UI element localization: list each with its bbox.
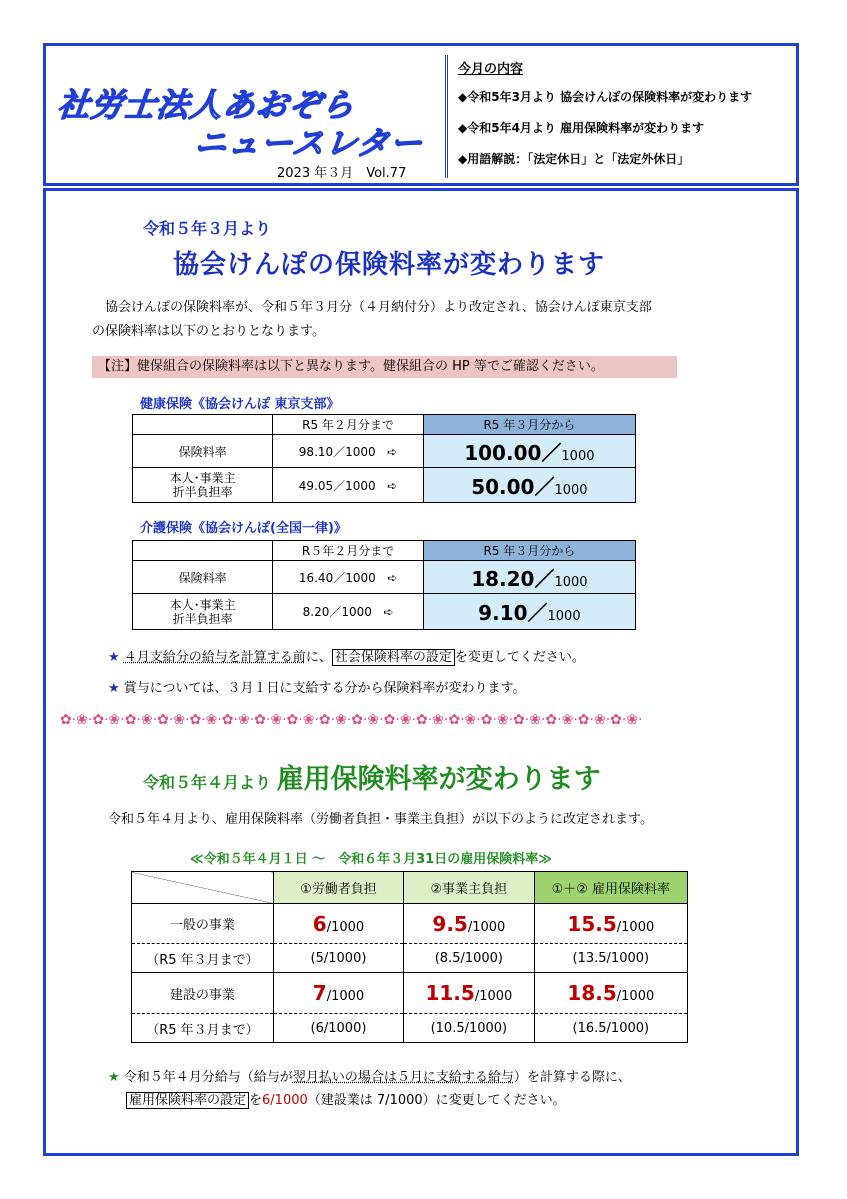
rate-cell: (13.5/1000): [534, 944, 687, 973]
before-cell: 49.05／1000 ➪: [273, 468, 423, 503]
row-label: 保険料率: [133, 435, 273, 468]
after-cell: 100.00／1000: [423, 435, 635, 468]
star-icon: ★: [108, 681, 120, 696]
table-corner: [133, 415, 273, 435]
arrow-icon: ➪: [383, 605, 394, 619]
row-label: 建設の事業: [132, 973, 274, 1014]
health-union-note: 【注】健保組合の保険料率は以下と異なります。健保組合の HP 等でご確認ください。: [92, 356, 677, 378]
after-cell: 9.10／1000: [423, 594, 635, 630]
after-cell: 18.20／1000: [423, 561, 635, 594]
toc-item: ◆用語解説：「法定休日」と「法定外休日」: [458, 152, 690, 166]
notice-star3: ★ 令和５年４月分給与（給与が翌月払いの場合は５月に支給する給与）を計算する際に、: [108, 1070, 631, 1085]
col-before: R５年２月分まで: [273, 541, 423, 561]
rate-cell: (5/1000): [273, 944, 403, 973]
col-after: R5 年３月分から: [423, 541, 635, 561]
issue-label: 2023 年３月 Vol.77: [277, 166, 407, 181]
rate-cell: (10.5/1000): [404, 1014, 535, 1043]
care-insurance-table: [132, 540, 636, 630]
row-label: （R5 年３月まで）: [132, 944, 274, 973]
newsletter-logo-line1: 社労士法人あおぞら: [55, 86, 357, 124]
rate-cell: (6/1000): [273, 1014, 403, 1043]
table-row: [133, 561, 636, 594]
employment-insurance-table: [131, 871, 688, 1043]
arrow-icon: ➪: [387, 444, 398, 459]
rate-cell: 6/1000: [273, 904, 403, 944]
section2-paragraph: 令和５年４月より、雇用保険料率（労働者負担・事業主負担）が以下のように改定されます。: [108, 812, 653, 827]
table-row: [132, 944, 688, 973]
table-row: [133, 594, 636, 630]
toc-item: ◆令和5年3月より 協会けんぽの保険料率が変わります: [458, 90, 753, 104]
table-row: [132, 973, 688, 1014]
col-total: ①＋② 雇用保険料率: [534, 872, 687, 904]
section1-paragraph-line2: の保険料率は以下のとおりとなります。: [92, 324, 325, 339]
table-row: [133, 468, 636, 503]
notice-star3-line2: 雇用保険料率の設定 を6/1000（建設業は 7/1000）に変更してください。: [126, 1089, 566, 1108]
before-cell: 8.20／1000 ➪: [273, 594, 423, 630]
toc-item: ◆令和5年4月より 雇用保険料率が変わります: [458, 121, 705, 135]
rate-cell: 9.5/1000: [404, 904, 535, 944]
arrow-icon: ➪: [387, 570, 398, 585]
section1-subtitle: 令和５年３月より: [143, 219, 272, 238]
care-table-caption: 介護保険《協会けんぽ(全国一律)》: [140, 521, 347, 536]
table-row: [132, 1014, 688, 1043]
section1-paragraph-line1: 協会けんぽの保険料率が、令和５年３月分（４月納付分）より改定され、協会けんぽ東京支部: [105, 300, 652, 315]
header-divider: [445, 55, 448, 178]
notice-star2: ★ 賞与については、３月１日に支給する分から保険料率が変わります。: [108, 681, 526, 696]
row-label: （R5 年３月まで）: [132, 1014, 274, 1043]
section1-title: 協会けんぽの保険料率が変わります: [173, 250, 606, 280]
health-table-caption: 健康保険《協会けんぽ 東京支部》: [140, 397, 340, 412]
star-icon: ★: [108, 650, 120, 665]
rate-cell: (16.5/1000): [534, 1014, 687, 1043]
rate-cell: 15.5/1000: [534, 904, 687, 944]
row-label: 本人･事業主 折半負担率: [133, 468, 273, 503]
col-worker: ①労働者負担: [273, 872, 403, 904]
rate-cell: 18.5/1000: [534, 973, 687, 1014]
arrow-icon: ➪: [387, 478, 398, 493]
health-insurance-table: [132, 414, 636, 503]
before-cell: 16.40／1000 ➪: [273, 561, 423, 594]
section2-title: 令和５年４月より 雇用保険料率が変わります: [143, 764, 601, 795]
social-insurance-setting-label: 社会保険料率の設定: [332, 649, 455, 666]
before-cell: 98.10／1000 ➪: [273, 435, 423, 468]
newsletter-logo-line2: ニュースレター: [192, 124, 425, 162]
row-label: 保険料率: [133, 561, 273, 594]
star-icon: ★: [108, 1070, 120, 1085]
col-after: R5 年３月分から: [423, 415, 635, 435]
row-label: 一般の事業: [132, 904, 274, 944]
row-label: 本人･事業主 折半負担率: [133, 594, 273, 630]
employment-insurance-setting-label: 雇用保険料率の設定: [126, 1092, 249, 1109]
toc-title: 今月の内容: [458, 62, 524, 77]
rate-cell: 11.5/1000: [404, 973, 535, 1014]
col-employer: ②事業主負担: [404, 872, 535, 904]
rate-cell: 7/1000: [273, 973, 403, 1014]
table-corner: [133, 541, 273, 561]
table-corner: [132, 872, 274, 904]
after-cell: 50.00／1000: [423, 468, 635, 503]
notice-star1: ★ ４月支給分の給与を計算する前に、 社会保険料率の設定 を変更してください。: [108, 650, 585, 665]
flower-divider: ✿·❀·✿·❀·✿·❀·✿·❀·✿·❀·✿·❀·✿·❀·✿·❀·✿·❀·✿·❀·✿·❀·✿·❀·✿·❀·✿·❀·✿·❀·✿·❀·✿·❀·✿·❀·: [60, 712, 643, 728]
rate-cell: (8.5/1000): [404, 944, 535, 973]
col-before: R5 年２月分まで: [273, 415, 423, 435]
employment-table-caption: ≪令和５年４月１日 ～ 令和６年３月31日の雇用保険料率≫: [190, 852, 552, 867]
table-row: [132, 904, 688, 944]
table-row: [133, 435, 636, 468]
